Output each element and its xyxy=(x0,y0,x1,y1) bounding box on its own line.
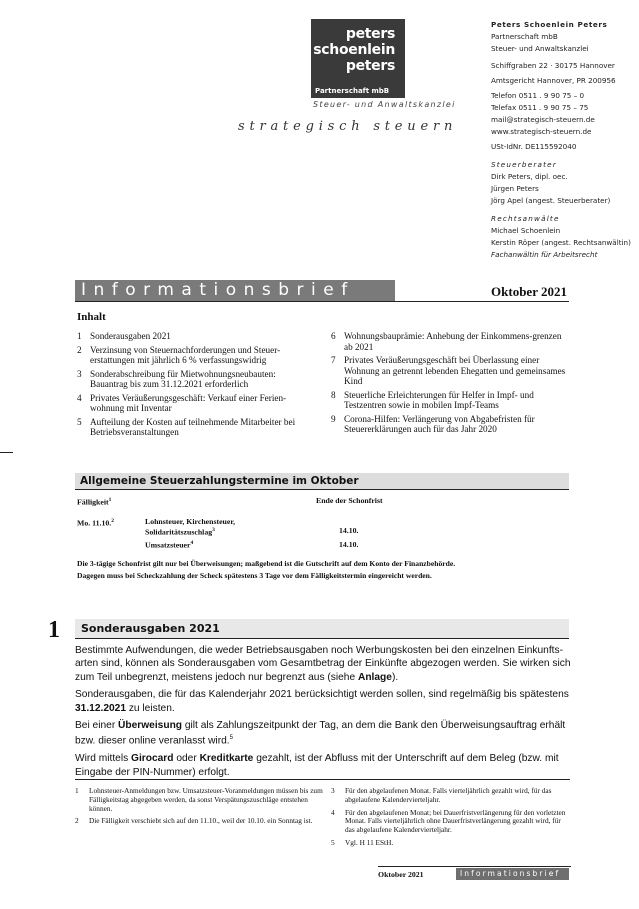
berater-name: Dirk Peters, dipl. oec. xyxy=(491,172,568,181)
steuertermine-heading: Allgemeine Steuerzahlungstermine im Oktober xyxy=(80,475,359,487)
logo-square-3 xyxy=(406,68,411,73)
toc-item-number: 8 xyxy=(331,389,336,400)
footer-label-bar xyxy=(456,868,569,880)
toc-item-number: 7 xyxy=(331,355,336,365)
toc-item-number: 5 xyxy=(77,416,82,427)
footer-date: Oktober 2021 xyxy=(378,870,424,879)
toc-item-text: Steuerliche Erleichterungen für Helfer in Impf- und Testzentren sowie in mobilen Impf-Teams xyxy=(344,389,534,410)
address-line: Partnerschaft mbB xyxy=(491,32,558,41)
vat-id: USt-IdNr. DE115592040 xyxy=(491,142,577,151)
address-line: Peters Schoenlein Peters xyxy=(491,20,608,29)
toc-item[interactable] xyxy=(77,345,309,366)
paragraph: Bei einer Überweisung gilt als Zahlungszeitpunkt der Tag, an dem die Bank den Überweisungsauftrag erhält bzw. dieser online veranlasst wird.$^5$ xyxy=(75,720,566,747)
issue-date: Oktober 2021 xyxy=(491,284,567,299)
address-line: Steuer- und Anwaltskanzlei xyxy=(491,44,589,53)
toc-item[interactable] xyxy=(77,331,309,342)
toc-item-text: Privates Veräußerungsgeschäft: Verkauf einer Ferien-wohnung mit Inventar xyxy=(90,392,287,413)
toc-item-number: 2 xyxy=(77,344,82,355)
toc-item-number: 1 xyxy=(77,331,82,341)
toc-item-text: Verzinsung von Steuernachforderungen und Steuer-erstattungen mit jährlich 6 % verfassungswidrig xyxy=(90,344,281,365)
toc-item[interactable] xyxy=(331,390,567,411)
toc-heading: Inhalt xyxy=(77,311,106,323)
toc-item[interactable] xyxy=(331,355,567,387)
anwalt-name: Michael Schoenlein xyxy=(491,226,561,235)
logo-line-2: schoenlein xyxy=(313,42,395,58)
paragraph: Wird mittels Girocard oder Kreditkarte gezahlt, ist der Abfluss mit der Unterschrift auf dem Beleg (bzw. mit Eingabe der PIN-Nummer) erfolgt. xyxy=(75,753,559,778)
berater-heading: Steuerberater xyxy=(491,160,557,169)
title-rule xyxy=(75,301,569,302)
toc-item[interactable] xyxy=(331,331,567,352)
fax-line: Telefax 0511 . 9 90 75 – 75 xyxy=(491,103,589,112)
col-schonfrist-header: Ende der Schonfrist xyxy=(316,496,383,505)
berater-name: Jörg Apel (angest. Steuerberater) xyxy=(491,196,611,205)
logo-square-2 xyxy=(406,52,411,57)
toc-item-number: 6 xyxy=(331,331,336,341)
toc-item[interactable] xyxy=(77,369,309,390)
toc-item-number: 4 xyxy=(77,392,82,403)
footnote: 2 Die Fälligkeit verschiebt sich auf den 11.10., weil der 10.10. ein Sonntag ist. xyxy=(75,816,313,826)
anwalt-name: Kerstin Röper (angest. Rechtsanwältin) xyxy=(491,238,631,247)
toc-item-text: Sonderabschreibung für Mietwohnungsneubauten: Bauantrag bis zum 31.12.2021 erforderlich xyxy=(90,368,276,389)
toc-item-number: 9 xyxy=(331,413,336,424)
toc-item-text: Aufteilung der Kosten auf teilnehmende Mitarbeiter bei Betriebsveranstaltungen xyxy=(90,416,296,437)
toc-left-column xyxy=(77,331,309,441)
footer-label: Informationsbrief xyxy=(460,869,561,878)
website-link[interactable]: www.strategisch-steuern.de xyxy=(491,127,592,136)
footnote: 3 Für den abgelaufenen Monat. Falls vierteljährlich gezahlt wird, für das abgelaufene Kalendervierteljahr. xyxy=(331,786,552,804)
email-link[interactable]: mail@strategisch-steuern.de xyxy=(491,115,595,124)
toc-right-column xyxy=(331,331,567,438)
title-bar xyxy=(75,280,395,301)
footnote-rule xyxy=(75,779,570,780)
paragraph: Sonderausgaben, die für das Kalenderjahr 2021 berücksichtigt werden sollen, sind regelmäßig bis spätestens 31.12.2021 zu leisten. xyxy=(75,689,569,714)
footer-rule xyxy=(378,866,571,867)
section-title: Sonderausgaben 2021 xyxy=(81,622,220,635)
address-line: Schiffgraben 22 · 30175 Hannover xyxy=(491,61,615,70)
toc-item[interactable] xyxy=(77,417,309,438)
footnote: 5 Vgl. H 11 EStH. xyxy=(331,837,394,847)
section-bar-1 xyxy=(75,619,569,639)
tax-row-value: 14.10. xyxy=(339,526,359,535)
fold-mark xyxy=(0,452,13,453)
firm-logo xyxy=(311,19,405,98)
logo-subtitle: Steuer- und Anwaltskanzlei xyxy=(313,100,456,109)
tax-row-label: Umsatzsteuer$^4$ xyxy=(145,540,194,550)
page-title: Informationsbrief xyxy=(81,280,355,300)
logo-partnerschaft: Partnerschaft mbB xyxy=(315,87,390,95)
address-block xyxy=(491,19,636,261)
toc-item-text: Privates Veräußerungsgeschäft bei Überlassung einer Wohnung an getrennt lebenden Ehegatten und gemeinsames Kind xyxy=(344,355,566,386)
toc-item-text: Corona-Hilfen: Verlängerung von Abgabefristen für Steuererklärungen auch für das Jahr 2020 xyxy=(344,413,535,434)
section-number: 1 xyxy=(48,617,60,643)
toc-item[interactable] xyxy=(331,414,567,435)
section-bar-steuertermine xyxy=(75,473,569,489)
toc-item[interactable] xyxy=(77,393,309,414)
toc-item-text: Sonderausgaben 2021 xyxy=(90,331,171,341)
anwaelte-heading: Rechtsanwälte xyxy=(491,214,560,223)
logo-line-3: peters xyxy=(345,58,395,74)
logo-line-1: peters xyxy=(345,26,395,42)
paragraph: Bestimmte Aufwendungen, die weder Betriebsausgaben noch Werbungskosten bei den einzelnen Einkunfts-arten sind, können als Sonderausgaben vom Gesamtbetrag der Einkünfte abgezogen werden. Sie wirken sich zum Teil unbegrenzt, meistens jedoch nur begrenzt aus (siehe Anlage). xyxy=(75,645,571,683)
footnote: 1 Lohnsteuer-Anmeldungen bzw. Umsatzsteuer-Voranmeldungen müssen bis zum Fälligkeitstag abgegeben werden, da sonst Verspätungszuschläge entstehen können. xyxy=(75,786,323,813)
tagline: strategisch steuern xyxy=(238,119,458,134)
footnote: 4 Für den abgelaufenen Monat; bei Dauerfristverlängerung für den vorletzten Monat. Falls vierteljährlich ohne Dauerfristverlängerung gezahlt wird, für das abgelaufene Kalendervierteljahr. xyxy=(331,807,566,835)
toc-item-text: Wohnungsbauprämie: Anhebung der Einkommens-grenzen ab 2021 xyxy=(344,331,562,352)
steuertermine-rule xyxy=(75,489,569,490)
anwalt-name: Fachanwältin für Arbeitsrecht xyxy=(491,250,598,259)
footnotes-left xyxy=(75,787,325,830)
col-faelligkeit-header: Fälligkeit$^1$ xyxy=(77,497,112,507)
logo-square-1 xyxy=(406,36,411,41)
phone-line: Telefon 0511 . 9 90 75 – 0 xyxy=(491,91,585,100)
footnotes-right xyxy=(331,787,571,852)
due-date: Mo. 11.10.$^2$ xyxy=(77,518,114,528)
section-body xyxy=(75,644,571,783)
berater-name: Jürgen Peters xyxy=(491,184,539,193)
toc-item-number: 3 xyxy=(77,368,82,379)
tax-row-label: Lohnsteuer, Kirchensteuer, Solidaritätszuschlag$^3$ xyxy=(145,517,236,537)
address-line: Amtsgericht Hannover, PR 200956 xyxy=(491,76,616,85)
schonfrist-note: Die 3-tägige Schonfrist gilt nur bei Überweisungen; maßgebend ist die Gutschrift auf dem Konto der Finanzbehörde. Dagegen muss bei Scheckzahlung der Scheck spätestens 3 Tage vor dem Fälligkeitstermin eingereicht werden. xyxy=(77,559,456,580)
tax-row-value: 14.10. xyxy=(339,540,359,549)
